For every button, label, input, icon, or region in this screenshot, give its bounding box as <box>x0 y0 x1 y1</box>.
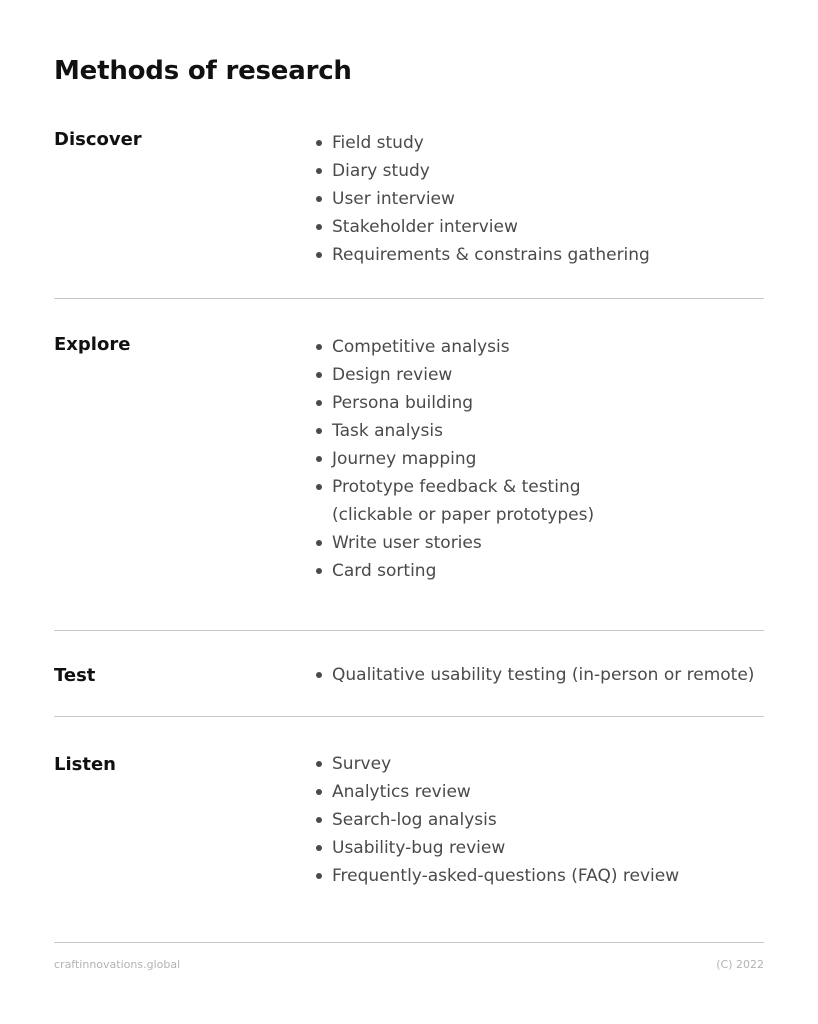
bullet-icon <box>316 344 322 350</box>
method-list-discover <box>314 129 764 269</box>
section-label-test: Test <box>54 665 96 686</box>
list-item: Requirements & constrains gathering <box>314 241 764 269</box>
section-label-listen: Listen <box>54 754 116 775</box>
bullet-icon <box>316 540 322 546</box>
bullet-icon <box>316 168 322 174</box>
list-item: User interview <box>314 185 764 213</box>
list-item: Persona building <box>314 389 764 417</box>
bullet-icon <box>316 252 322 258</box>
bullet-icon <box>316 873 322 879</box>
bullet-icon <box>316 196 322 202</box>
list-item: Field study <box>314 129 764 157</box>
bullet-icon <box>316 761 322 767</box>
list-item: Qualitative usability testing (in-person or remote) <box>314 661 764 689</box>
bullet-icon <box>316 140 322 146</box>
page-title: Methods of research <box>54 56 352 86</box>
method-list-listen <box>314 750 764 890</box>
bullet-icon <box>316 484 322 490</box>
bullet-icon <box>316 456 322 462</box>
list-item: Design review <box>314 361 764 389</box>
list-item: Analytics review <box>314 778 764 806</box>
section-label-explore: Explore <box>54 334 131 355</box>
list-item: Frequently-asked-questions (FAQ) review <box>314 862 764 890</box>
bullet-icon <box>316 224 322 230</box>
list-item: Survey <box>314 750 764 778</box>
method-list-explore <box>314 333 764 585</box>
divider <box>54 298 764 299</box>
list-item: Card sorting <box>314 557 764 585</box>
method-list-test <box>314 661 764 689</box>
divider <box>54 630 764 631</box>
footer-divider <box>54 942 764 943</box>
bullet-icon <box>316 817 322 823</box>
bullet-icon <box>316 789 322 795</box>
bullet-icon <box>316 672 322 678</box>
bullet-icon <box>316 372 322 378</box>
list-item: Journey mapping <box>314 445 764 473</box>
footer-website: craftinnovations.global <box>54 958 181 971</box>
bullet-icon <box>316 400 322 406</box>
section-label-discover: Discover <box>54 129 142 150</box>
divider <box>54 716 764 717</box>
list-item: Prototype feedback & testing (clickable or paper prototypes) <box>314 473 764 529</box>
bullet-icon <box>316 568 322 574</box>
bullet-icon <box>316 428 322 434</box>
list-item: Competitive analysis <box>314 333 764 361</box>
list-item: Write user stories <box>314 529 764 557</box>
list-item: Search-log analysis <box>314 806 764 834</box>
footer-copyright: (C) 2022 <box>716 958 764 971</box>
list-item: Stakeholder interview <box>314 213 764 241</box>
list-item: Diary study <box>314 157 764 185</box>
list-item: Task analysis <box>314 417 764 445</box>
list-item: Usability-bug review <box>314 834 764 862</box>
bullet-icon <box>316 845 322 851</box>
